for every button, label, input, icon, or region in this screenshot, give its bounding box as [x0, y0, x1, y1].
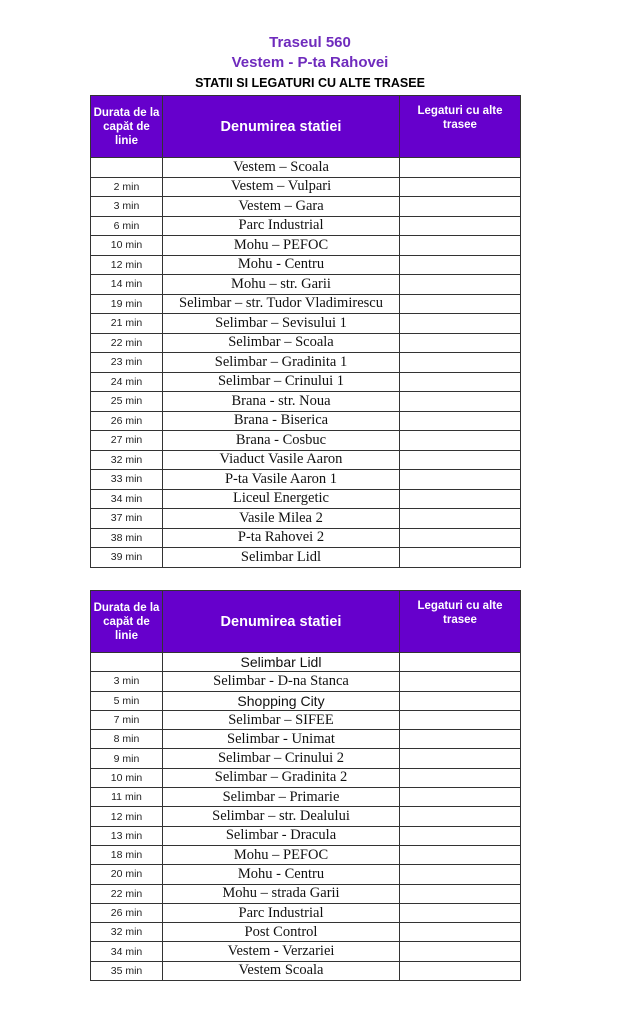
station-name-cell: Mohu – PEFOC	[163, 236, 400, 256]
duration-cell: 24 min	[91, 372, 163, 392]
table-row	[91, 528, 521, 548]
duration-cell: 2 min	[91, 177, 163, 197]
duration-cell: 35 min	[91, 961, 163, 980]
table-row	[91, 372, 521, 392]
connections-cell	[400, 314, 521, 334]
duration-cell: 3 min	[91, 672, 163, 691]
duration-cell: 32 min	[91, 923, 163, 942]
table-header-row	[91, 96, 521, 158]
route-title: Traseul 560	[269, 34, 351, 51]
table-row	[91, 865, 521, 884]
station-name-cell: Brana - Biserica	[163, 411, 400, 431]
connections-cell	[400, 392, 521, 412]
connections-cell	[400, 961, 521, 980]
connections-cell	[400, 710, 521, 729]
connections-cell	[400, 884, 521, 903]
connections-cell	[400, 942, 521, 961]
table-row	[91, 431, 521, 451]
connections-cell	[400, 294, 521, 314]
table-row	[91, 884, 521, 903]
table-row	[91, 314, 521, 334]
table-row	[91, 177, 521, 197]
connections-cell	[400, 826, 521, 845]
connections-cell	[400, 807, 521, 826]
duration-cell: 39 min	[91, 548, 163, 568]
table-row	[91, 353, 521, 373]
table-row	[91, 903, 521, 922]
connections-cell	[400, 903, 521, 922]
station-name-cell: Selimbar – str. Tudor Vladimirescu	[163, 294, 400, 314]
table-row	[91, 236, 521, 256]
table-row	[91, 768, 521, 787]
duration-cell: 26 min	[91, 903, 163, 922]
station-name-cell: Selimbar – Gradinita 1	[163, 353, 400, 373]
table-row	[91, 710, 521, 729]
station-name-cell: Vasile Milea 2	[163, 509, 400, 529]
section-heading: STATII SI LEGATURI CU ALTE TRASEE	[195, 76, 425, 90]
stations-table-outbound	[90, 95, 521, 568]
table-row	[91, 942, 521, 961]
duration-cell: 19 min	[91, 294, 163, 314]
station-name-cell: Vestem Scoala	[163, 961, 400, 980]
connections-cell	[400, 691, 521, 710]
duration-cell: 38 min	[91, 528, 163, 548]
table-row	[91, 749, 521, 768]
connections-cell	[400, 845, 521, 864]
connections-cell	[400, 431, 521, 451]
connections-cell	[400, 730, 521, 749]
connections-cell	[400, 216, 521, 236]
table-row	[91, 216, 521, 236]
table-row	[91, 489, 521, 509]
table-row	[91, 845, 521, 864]
connections-cell	[400, 353, 521, 373]
station-name-cell: Vestem - Verzariei	[163, 942, 400, 961]
table-row	[91, 672, 521, 691]
table-row	[91, 730, 521, 749]
table-row	[91, 333, 521, 353]
table-row	[91, 255, 521, 275]
duration-cell: 22 min	[91, 333, 163, 353]
duration-cell: 33 min	[91, 470, 163, 490]
connections-cell	[400, 672, 521, 691]
station-name-cell: Mohu - Centru	[163, 255, 400, 275]
station-name-cell: Brana - Cosbuc	[163, 431, 400, 451]
table-row	[91, 826, 521, 845]
duration-cell: 27 min	[91, 431, 163, 451]
duration-cell: 34 min	[91, 489, 163, 509]
duration-cell: 20 min	[91, 865, 163, 884]
connections-cell	[400, 177, 521, 197]
station-name-cell: Selimbar – Primarie	[163, 788, 400, 807]
station-name-cell: Selimbar – Sevisului 1	[163, 314, 400, 334]
duration-cell: 37 min	[91, 509, 163, 529]
duration-cell: 7 min	[91, 710, 163, 729]
station-name-cell: Selimbar – str. Dealului	[163, 807, 400, 826]
station-name-cell: Parc Industrial	[163, 903, 400, 922]
duration-cell: 3 min	[91, 197, 163, 217]
connections-cell	[400, 450, 521, 470]
station-name-cell: Selimbar – Scoala	[163, 333, 400, 353]
table-row	[91, 197, 521, 217]
duration-cell: 10 min	[91, 768, 163, 787]
station-name-cell: Selimbar Lidl	[163, 548, 400, 568]
station-name-cell: Selimbar - Dracula	[163, 826, 400, 845]
station-name-cell: Viaduct Vasile Aaron	[163, 450, 400, 470]
duration-cell: 11 min	[91, 788, 163, 807]
connections-cell	[400, 865, 521, 884]
column-header-duration: Durata de la capăt de linie	[91, 591, 163, 653]
table-row	[91, 923, 521, 942]
duration-cell: 22 min	[91, 884, 163, 903]
station-name-cell: Post Control	[163, 923, 400, 942]
table-header-row	[91, 591, 521, 653]
column-header-station: Denumirea statiei	[163, 591, 400, 653]
duration-cell: 25 min	[91, 392, 163, 412]
duration-cell: 5 min	[91, 691, 163, 710]
connections-cell	[400, 923, 521, 942]
station-name-cell: Shopping City	[163, 691, 400, 710]
table-row	[91, 691, 521, 710]
station-name-cell: Parc Industrial	[163, 216, 400, 236]
table-row	[91, 961, 521, 980]
station-name-cell: Vestem – Gara	[163, 197, 400, 217]
station-name-cell: Mohu – PEFOC	[163, 845, 400, 864]
connections-cell	[400, 653, 521, 672]
duration-cell: 10 min	[91, 236, 163, 256]
connections-cell	[400, 333, 521, 353]
duration-cell: 34 min	[91, 942, 163, 961]
connections-cell	[400, 470, 521, 490]
duration-cell: 23 min	[91, 353, 163, 373]
duration-cell: 9 min	[91, 749, 163, 768]
table-row	[91, 294, 521, 314]
connections-cell	[400, 528, 521, 548]
duration-cell: 12 min	[91, 807, 163, 826]
duration-cell: 21 min	[91, 314, 163, 334]
duration-cell: 6 min	[91, 216, 163, 236]
duration-cell: 8 min	[91, 730, 163, 749]
station-name-cell: Selimbar Lidl	[163, 653, 400, 672]
duration-cell: 12 min	[91, 255, 163, 275]
duration-cell	[91, 653, 163, 672]
station-name-cell: Selimbar - D-na Stanca	[163, 672, 400, 691]
duration-cell: 32 min	[91, 450, 163, 470]
connections-cell	[400, 509, 521, 529]
connections-cell	[400, 255, 521, 275]
station-name-cell: Mohu – str. Garii	[163, 275, 400, 295]
table-row	[91, 653, 521, 672]
table-row	[91, 807, 521, 826]
table-row	[91, 509, 521, 529]
table-row	[91, 470, 521, 490]
connections-cell	[400, 411, 521, 431]
station-name-cell: Vestem – Scoala	[163, 158, 400, 178]
connections-cell	[400, 788, 521, 807]
station-name-cell: Mohu – strada Garii	[163, 884, 400, 903]
station-name-cell: Mohu - Centru	[163, 865, 400, 884]
connections-cell	[400, 749, 521, 768]
station-name-cell: Selimbar – Crinului 2	[163, 749, 400, 768]
column-header-station: Denumirea statiei	[163, 96, 400, 158]
duration-cell: 13 min	[91, 826, 163, 845]
connections-cell	[400, 275, 521, 295]
station-name-cell: Liceul Energetic	[163, 489, 400, 509]
station-name-cell: P-ta Vasile Aaron 1	[163, 470, 400, 490]
connections-cell	[400, 489, 521, 509]
duration-cell	[91, 158, 163, 178]
column-header-connections: Legaturi cu alte trasee	[400, 591, 521, 653]
connections-cell	[400, 158, 521, 178]
connections-cell	[400, 768, 521, 787]
connections-cell	[400, 197, 521, 217]
table-row	[91, 392, 521, 412]
column-header-connections: Legaturi cu alte trasee	[400, 96, 521, 158]
connections-cell	[400, 372, 521, 392]
station-name-cell: Vestem – Vulpari	[163, 177, 400, 197]
duration-cell: 18 min	[91, 845, 163, 864]
table-row	[91, 788, 521, 807]
table-row	[91, 411, 521, 431]
station-name-cell: Selimbar – Gradinita 2	[163, 768, 400, 787]
station-name-cell: Brana - str. Noua	[163, 392, 400, 412]
table-row	[91, 275, 521, 295]
connections-cell	[400, 236, 521, 256]
table-row	[91, 450, 521, 470]
station-name-cell: Selimbar - Unimat	[163, 730, 400, 749]
station-name-cell: Selimbar – Crinului 1	[163, 372, 400, 392]
table-row	[91, 158, 521, 178]
route-subtitle: Vestem - P-ta Rahovei	[231, 54, 389, 71]
column-header-duration: Durata de la capăt de linie	[91, 96, 163, 158]
duration-cell: 26 min	[91, 411, 163, 431]
connections-cell	[400, 548, 521, 568]
station-name-cell: P-ta Rahovei 2	[163, 528, 400, 548]
duration-cell: 14 min	[91, 275, 163, 295]
station-name-cell: Selimbar – SIFEE	[163, 710, 400, 729]
stations-table-return	[90, 590, 521, 981]
table-row	[91, 548, 521, 568]
